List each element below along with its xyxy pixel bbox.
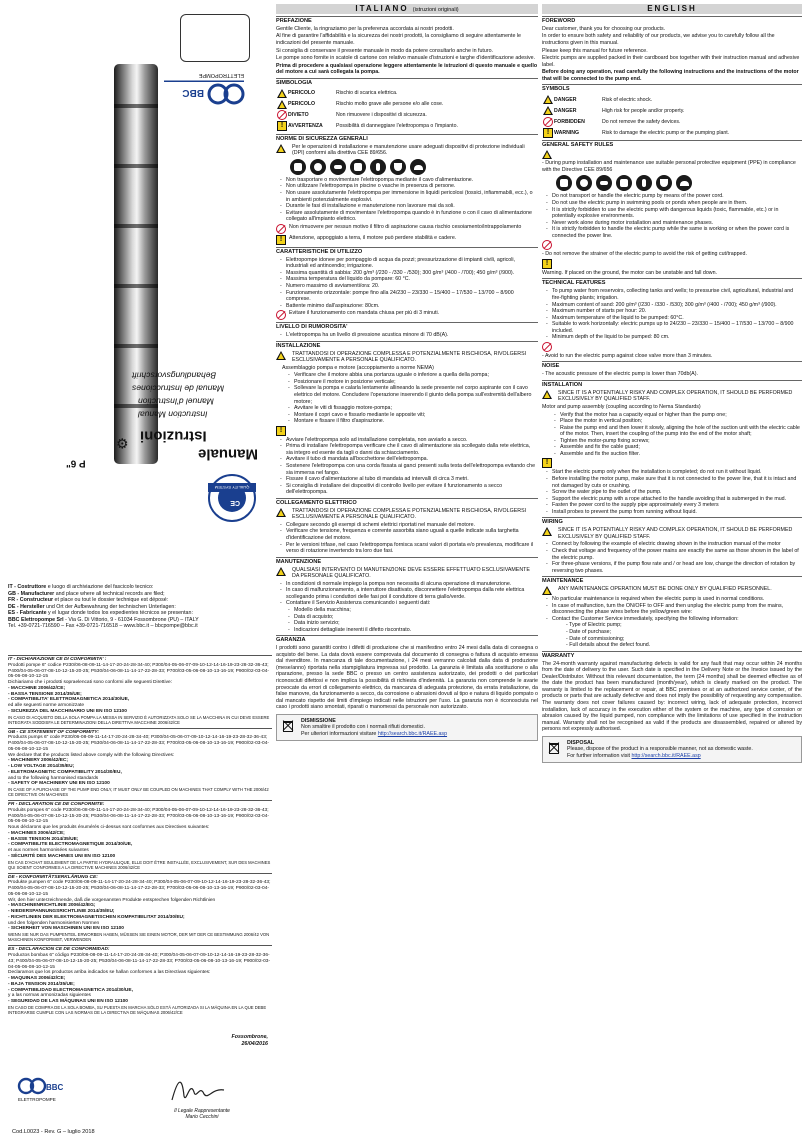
- list-item: - Assemble and fix the suction filter.: [556, 451, 802, 458]
- warning-icon: [276, 508, 286, 517]
- paragraph: The 24-month warranty against manufacturing defects is valid for any fault that may occur within 24 months from the date of delivery to the user. Such date is specified in the Delivery Note or the Invoice issued by the Dealer/Distributor. Without this relevant documentation, the term (24 months) shall be deemed effective as of the date the product has been manufactured (month/year), which is clearly marked on the product. The warranty is limited to the replacement or repair, at BBC premises or at an authorized service center, of the products or parts that are actually defective and does not imply the possibility of requesting any compensation. The warranty does not cover failures caused by: incorrect wiring, lack of adequate protection, incorrect installation, lack of accuracy in the execution either of the system or the machine, any type of corrosion or abrasion caused by the liquid pumped, non compliance with the limitations of use specified in the instruction manual. Warranty shall not be recognised as valid if the products are disassembled, repaired or altered by persons not expressly authorised.: [542, 660, 802, 733]
- conformity-declarations: [8, 652, 272, 1015]
- conformity-line: - MAQUINAS 2006/42/CE;: [8, 976, 66, 981]
- en-wiring: [542, 517, 802, 574]
- ear-protection-icon: [370, 159, 386, 175]
- ear-protection-icon: [636, 175, 652, 191]
- paragraph: SINCE IT IS A POTENTIALLY RISKY AND COMPLEX OPERATION, IT SHOULD BE PERFORMED EXCLUSIVELY BY QUALIFIED STAFF.: [558, 527, 793, 540]
- conformity-line: et aux normes harmonisées suivantes: [8, 848, 89, 854]
- goggles-icon: [596, 175, 612, 191]
- en-symbols: [542, 84, 802, 138]
- list-item: - Si consiglia di installare dei dispositivi di controllo livello per evitare il funzionamento a secco dell'elettropompa.: [282, 483, 538, 496]
- paragraph: Assemblaggio pompa e motore (accoppiamento a norme NEMA): [282, 364, 434, 371]
- it-safety-rules: [276, 134, 538, 245]
- conformity-line: IN CASE OF A PURCHASE OF THE PUMP END ONLY, IT MUST ONLY BE COUPLED ON MACHINES THAT COMPLY WITH THE 2006/42 CE DIRECTIVE ON MACHINES: [8, 787, 269, 798]
- list-item: - Date of commissioning;: [566, 635, 625, 642]
- cover-sub-3: Manual de Instrucciones: [132, 383, 225, 394]
- conformity-line: - SEGURIDAD DE LAS MÁQUINAS UNI EN ISO 12100: [8, 999, 128, 1004]
- list-item: - Montare e fissare il filtro d'aspirazione.: [290, 418, 538, 425]
- conformity-line: - SÉCURITÉ DES MACHINES UNI EN ISO 12100: [8, 853, 116, 859]
- legend-contacts: Tel. +39-0721-716590 – Fax +39-0721-716518 – www.bbc.it – bbcpompe@bbc.it: [8, 623, 198, 630]
- list-item: - Suitable to work horizontally: electric pumps up to 24/230 – 23/330 – 15/400 – 17/530 – 13/700 – 8/900 included.: [548, 321, 802, 334]
- quality-badge-icon: CE QUALITY SYSTEM: [208, 474, 256, 522]
- list-item: - Non trasportare o movimentare l'elettropompa mediante il cavo d'alimentazione.: [282, 177, 538, 184]
- wrench-icon: ⚙: [116, 435, 129, 452]
- list-item: - Assemble and fix the cable guard;: [556, 444, 802, 451]
- paragraph: In order to ensure both safety and reliability of our products, we advise you to carefully follow all the instructions given in this manual.: [542, 33, 775, 47]
- signature-area: [8, 1034, 272, 1138]
- symbol-row: ! AVVERTENZA Possibilità di danneggiare l'elettropompa o l'impianto.: [276, 121, 538, 132]
- warning-icon: [277, 100, 287, 109]
- list-item: - Avvitare il tubo di mandata all'bocchettone dell'elettropompa.: [282, 456, 538, 463]
- it-disposal: [276, 714, 538, 742]
- section-heading: MAINTENANCE: [542, 576, 802, 585]
- paragraph: - During pump installation and maintenance use suitable personal protective equipment (PPE) in compliance with the Directive CEE 89/656: [542, 160, 796, 173]
- list-item: - Minimum depth of the liquid to be pumped: 80 cm.: [548, 334, 802, 341]
- en-foreword: [542, 16, 802, 82]
- paragraph: ANY MAINTENANCE OPERATION MUST BE DONE ONLY BY QUALIFIED PERSONNEL.: [558, 586, 772, 593]
- model-label: P 6": [66, 457, 86, 469]
- cover-sub-4: Behandlungsvorschrift: [132, 370, 217, 381]
- list-item: - Screw the water pipe to the outlet of the pump.: [548, 489, 802, 496]
- paragraph: Evitare il funzionamento con mandata chiusa per più di 3 minuti.: [289, 310, 440, 317]
- list-item: - L'elettropompa ha un livello di pressione acustica minore di 70 dB(A).: [282, 332, 538, 339]
- conformity-line: - MACCHINE 2006/42/CE;: [8, 685, 66, 691]
- raee-link[interactable]: http://search.bbc.it/RAEE.asp: [377, 730, 448, 737]
- section-heading: FOREWORD: [542, 16, 802, 25]
- list-item: - Verify that the motor has a capacity equal or higher than the pump one;: [556, 412, 802, 419]
- forbidden-icon: [277, 110, 287, 120]
- paragraph: Electric pumps are supplied packed in their cardboard box together with their instruction manual and adhesive label.: [542, 55, 800, 68]
- forbidden-icon: [276, 310, 286, 320]
- overalls-icon: [410, 159, 426, 175]
- legend-line: GB - Manufacturer and place where all technical records are filed;: [8, 590, 165, 597]
- conformity-line: - SICUREZZA DEL MACCHINARIO UNI EN ISO 12100: [8, 708, 127, 714]
- en-warranty: [542, 651, 802, 733]
- helmet-icon: [310, 159, 326, 175]
- svg-text:BBC: BBC: [46, 1083, 64, 1092]
- paragraph: Please, dispose of the product in a responsible manner, not as domestic waste.: [567, 746, 753, 753]
- conformity-line: Dichiariamo che i prodotti sopraelencati sono conformi alle seguenti Direttive:: [8, 680, 172, 685]
- list-item: - Check that voltage and frequency of the power mains are exactly the same as those shown in the label of the electric pump.: [548, 548, 802, 561]
- cover-sub-1: Instruction Manual: [138, 409, 208, 420]
- conformity-line: - MASCHINENRICHTLINIE 2006/42/EG;: [8, 903, 96, 909]
- list-item: - Support the electric pump with a rope attached to the handle avoiding that is submerged in the mud.: [548, 496, 802, 503]
- list-item: - Raise the pump end and then lower it slowly, aligning the hole of the suction unit with the electric cable of the motor. Then, insert the coupling of the pump into the end of the motor shaft;: [556, 425, 802, 438]
- section-heading: DISPOSAL: [567, 739, 595, 746]
- list-item: - Place the motor in vertical position;: [556, 418, 802, 425]
- it-symbols: [276, 78, 538, 132]
- list-item: - Do not transport or handle the electric pump by means of the power cord.: [548, 193, 802, 200]
- list-item: - Non usare assolutamente l'elettropompa per immersione in liquidi pericolosi (tossici, infiammabili, ecc.), o in ambienti potenzialmente esplosivi.: [282, 190, 538, 203]
- it-warranty: [276, 635, 538, 711]
- conformity-line: Nous déclarons que les produits énumérés ci-dessus sont conformes aux Directives suivantes:: [8, 825, 210, 831]
- section-heading: MANUTENZIONE: [276, 557, 538, 566]
- list-item: - Start the electric pump only when the installation is completed; do not run it without liquid.: [548, 469, 802, 476]
- list-item: - Sollevare la pompa e calarla lentamente allineando la sede presente nel corpo aspirante con il cavo elettrico del motore. Concludere l'operazione inserendo il giunto della pompa sull'estremità dell'albero motore;: [290, 385, 538, 405]
- list-item: - Before installing the motor pump, make sure that it is not connected to the power line, that it is intact and not damaged by cuts or crushing.: [548, 476, 802, 489]
- section-heading: DISMISSIONE: [301, 717, 336, 724]
- caution-icon: !: [276, 235, 286, 245]
- document-code: Cod.L0023 - Rev. G – luglio 2018: [12, 1129, 95, 1136]
- it-noise: [276, 322, 538, 338]
- boots-icon: [390, 159, 406, 175]
- symbol-row: DANGER Risk of electric shock.: [542, 94, 802, 105]
- signature-icon: [168, 1070, 228, 1110]
- list-item: - In condizioni di normale impiego la pompa non necessita di alcuna operazione di manutenzione.: [282, 581, 538, 588]
- conformity-heading: IT - DICHIARAZIONE CE DI CONFORMITA' :: [8, 655, 272, 663]
- legend-line: ES - Fabricante y el lugar donde todos los expedientes técnicos se presentan:: [8, 610, 193, 617]
- conformity-line: - MACHINERY 2006/42/EC;: [8, 758, 68, 764]
- conformity-line: We declare that the products listed above comply with the following Directives:: [8, 752, 175, 758]
- list-item: - Modello della macchina;: [290, 607, 538, 614]
- list-item: - Do not use the electric pump in swimming pools or ponds when people are in them.: [548, 200, 802, 207]
- list-item: - Full details about the defect found.: [566, 642, 651, 649]
- conformity-heading: ES - DECLARACION CE DE CONFORMIDAD:: [8, 945, 272, 953]
- conformity-line: Productos bombas 6" código P230/06-08-09-11-14-17-20-24-28-34-40; P300/04-05-06-07-09-10-12-14-16-19-23-28-32-36-43; P400/04-05-06-07-08-10-12-15-20-25; P530/04-06-08-11-14-17-22-28-33; P700/03-05-06-08-10-13-16-19; P900/02-03-04-05-06-08-10-12-15: [8, 953, 271, 970]
- list-item: - Evitare assolutamente di movimentare l'elettropompa quando è in funzione o con il cavo di alimentazione collegato all'impianto elettrico.: [282, 210, 538, 223]
- mask-icon: [350, 159, 366, 175]
- ppe-icons: [290, 159, 538, 175]
- legend-line: FR - Constructeur et place ou tout le dossier technique est déposé:: [8, 597, 169, 604]
- en-noise: [542, 361, 802, 377]
- list-item: - Sostenere l'elettropompa con una corda fissata ai ganci presenti sulla testa dell'elettropompa evitando che sia immersa nel fango.: [282, 463, 538, 476]
- conformity-line: Prodotti pompe 6" codice P230/06-08-09-11-14-17-20-24-28-34-40; P300/04-05-06-07-09-10-12-14-16-19-23-28-32-36-43; P400/04-05-06-07-08-10-12-15-20-25; P530/04-06-08-11-14-17-22-28-33; P700/03-05-06-08-10-13-16-19; P900/02-03-04-05-06-08-10-12-15: [8, 662, 269, 680]
- cover-column: [8, 4, 272, 1138]
- conformity-line: - ELETROMAGNETIC COMPATIBILITY 2014/30/EU,: [8, 769, 122, 775]
- goggles-icon: [330, 159, 346, 175]
- list-item: - Prima di installare l'elettropompa verificare che il cavo di alimentazione sia scollegato dalla rete elettrica, sia integro ed esente da tagli o danni da schiacciamento.: [282, 443, 538, 456]
- conformity-line: - MACHINES 2006/42/CE;: [8, 830, 65, 836]
- list-item: - Connect by following the example of electric drawing shown in the instruction manual of the motor: [548, 541, 802, 548]
- list-item: - Per le versioni trifase, nel caso l'elettropompa fornisca scarsi valori di portata e/o prevalenza, modificare il verso di rotazione invertendo tra loro due fasi.: [282, 542, 538, 555]
- conformity-line: ed alle seguenti norme armonizzate: [8, 703, 84, 708]
- forbidden-icon: [276, 224, 286, 234]
- conformity-line: - COMPATIBILITA' ELETTROMAGNETICA 2014/30/UE,: [8, 697, 130, 703]
- manufacturer-legend: [8, 584, 272, 630]
- conformity-line: - BAJA TENSION 2014/35/UE;: [8, 981, 75, 987]
- paragraph: Dear customer, thank you for choosing our products.: [542, 25, 666, 32]
- warning-icon: [276, 351, 286, 360]
- cover-block: [8, 4, 272, 579]
- cover-sub-2: Manuel d'Instruction: [138, 396, 214, 407]
- overalls-icon: [676, 175, 692, 191]
- warning-icon: [542, 527, 552, 536]
- section-heading: SYMBOLS: [542, 84, 802, 93]
- cover-title-1: Manuale: [197, 445, 258, 463]
- conformity-heading: FR - DECLARATION CE DE CONFORMITE:: [8, 800, 272, 808]
- conformity-line: WENN SIE NUR DAS PUMPENTEIL ERWORBEN HABEN, MÜSSEN SIE EINEN MOTOR, DER MIT DER CE BESTIMMUNG 2006/42 VON MASCHINEN KONFORMIST, VERWENDEN: [8, 932, 270, 943]
- section-heading: WIRING: [542, 517, 802, 526]
- en-safety-rules: [542, 140, 802, 276]
- section-heading: CARATTERISTICHE DI UTILIZZO: [276, 247, 538, 256]
- list-item: - Contact the Customer Service immediately, specifying the following information:: [548, 616, 802, 623]
- conformity-line: - LOW VOLTAGE 2014/35/EU;: [8, 764, 75, 770]
- place-date: Fossombrone, 26/04/2016: [231, 1034, 268, 1047]
- conformity-heading: DE - KONFORMITÄTSERKLÄRUNG CE:: [8, 873, 272, 881]
- conformity-line: and to the following harmonised standards: [8, 775, 99, 781]
- caution-icon: !: [542, 458, 552, 468]
- list-item: - In case of malfunction, turn the ON/OFF to OFF and then unplug the electric pump from the mains, disconnecting the phase wires before the yellow/green wire:: [548, 603, 802, 616]
- warning-icon: [543, 106, 553, 115]
- paragraph-bold: Prima di procedere a qualsiasi operazione leggere attentamente le istruzioni di questo manuale e quello del motore a cui sarà collegata la pompa.: [276, 62, 538, 76]
- it-installation: [276, 341, 538, 496]
- symbol-row: ! WARNING Risk to damage the electric pump or the pumping plant.: [542, 127, 802, 138]
- warning-icon: [542, 390, 552, 399]
- caution-icon: !: [276, 426, 286, 436]
- conformity-line: IN CASO DI ACQUISTO DELLA SOLA POMPA LA MESSA IN SERVIZIO È AUTORIZZATA SOLO SE LA MACCHINA IN CUI DEVE ESSERE INTEGRATA SODDISFA LE DETERMINAZIONI DELLA DIRETTIVA MACCHINE 2006/42/CE: [8, 714, 270, 725]
- symbol-row: DANGER High risk for people and/or property.: [542, 105, 802, 116]
- warning-icon: [276, 567, 286, 576]
- paragraph: SINCE IT IS A POTENTIALLY RISKY AND COMPLEX OPERATION, IT SHOULD BE PERFORMED EXCLUSIVELY BY QUALIFIED STAFF.: [558, 389, 793, 403]
- list-item: - For three-phase versions, if the pump flow rate and / or head are low, change the direction of rotation by reversing two phases.: [548, 561, 802, 574]
- list-item: - Avvitare le viti di fissaggio motore-pompa;: [290, 405, 538, 412]
- list-item: - Durante le fasi di installazione e manutenzione non lavorare mai da soli.: [282, 203, 538, 210]
- ppe-icons: [556, 175, 802, 191]
- section-heading: WARRANTY: [542, 651, 802, 660]
- svg-text:ELETTROPOMPE: ELETTROPOMPE: [18, 1097, 56, 1102]
- section-heading: COLLEGAMENTO ELETTRICO: [276, 498, 538, 507]
- list-item: - Maximum number of starts per hour: 20.: [548, 308, 802, 315]
- en-maintenance: [542, 576, 802, 648]
- list-item: - Verificare che tensione, frequenza e corrente assorbita siano uguali a quelle indicate sulla targhetta d'identificazione del motore.: [282, 528, 538, 541]
- section-heading: SIMBOLOGIA: [276, 78, 538, 87]
- brand-logo-icon: [158, 72, 248, 112]
- conformity-line: - COMPATIBILIDAD ELECTROMAGNETICA 2014/30/UE,: [8, 987, 133, 993]
- section-heading: NORME DI SICUREZZA GENERALI: [276, 134, 538, 143]
- warning-icon: [276, 144, 286, 153]
- list-item: - Funzionamento orizzontale: pompe fino alla 24/230 – 23/330 – 15/400 – 17/530 – 13/700 – 8/900 comprese.: [282, 290, 538, 303]
- paragraph: Si consiglia di conservare il presente manuale in modo da potere consultarlo anche in futuro.: [276, 47, 494, 54]
- conformity-heading: GB - CE STATEMENT OF CONFORMITY:: [8, 728, 272, 736]
- conformity-line: y a las normas armonizadas siguientes: [8, 993, 91, 999]
- paragraph-bold: Before doing any operation, read carefully the following instructions and the instructions of the motor that will be connected to the pump end.: [542, 69, 799, 82]
- boots-icon: [656, 175, 672, 191]
- list-item: - Never work alone during motor installation and maintenance phases.: [548, 220, 802, 227]
- italian-header: ITALIANO (istruzioni originali): [276, 4, 538, 14]
- caution-icon: !: [543, 128, 553, 138]
- forbidden-icon: [542, 342, 552, 352]
- paragraph: Gentile Cliente, la ringraziamo per la preferenza accordata ai nostri prodotti.: [276, 25, 454, 32]
- paragraph: Al fine di garantire l'affidabilità e la sicurezza dei nostri prodotti, la consigliamo di seguire attentamente le indicazioni del presente manuale.: [276, 33, 521, 47]
- list-item: - Data di acquisto;: [290, 614, 538, 621]
- italian-column: [276, 4, 538, 1138]
- section-heading: PREFAZIONE: [276, 16, 538, 25]
- paragraph: TRATTANDOSI DI OPERAZIONE COMPLESSA E POTENZIALMENTE RISCHIOSA, RIVOLGERSI ESCLUSIVAMENTE A PERSONALE QUALIFICATO.: [292, 350, 527, 364]
- forbidden-icon: [543, 117, 553, 127]
- conformity-line: EN CAS D'ACHAT SEULEMENT DE LA PARTIE HYDRAULIQUE, ELLE DOIT ÊTRE INSTALLÉE, EXCLUSIVEMENT, SUR DES MACHINES QUI SOIENT CONFORMES A LA DIRECTIVE MACHINES 2006/42/CE: [8, 859, 271, 870]
- signer: Il Legale Rappresentante Mario Cecchini: [174, 1108, 230, 1121]
- list-item: - In caso di malfunzionamento, a interruttore disattivato, disconnettere l'elettropompa dalla rete elettrica scollegando prima i conduttori delle fasi poi il conduttore di terra giallo/verde.: [282, 587, 538, 600]
- crossed-bin-icon: [547, 740, 561, 756]
- paragraph: Attenzione, appoggiato a terra, il motore può perdere stabilità e cadere.: [289, 234, 457, 241]
- list-item: - Maximum temperature of the liquid to be pumped: 60°C.: [548, 315, 802, 322]
- mask-icon: [616, 175, 632, 191]
- it-preface: [276, 16, 538, 76]
- list-item: - Indicazioni dettagliate inerenti il difetto riscontrato.: [290, 627, 538, 634]
- symbol-row: PERICOLO Rischio di scarica elettrica.: [276, 88, 538, 99]
- paragraph: Please keep this manual for future reference.: [542, 47, 648, 54]
- section-heading: INSTALLAZIONE: [276, 341, 538, 350]
- warning-icon: [277, 89, 287, 98]
- english-header: ENGLISH: [542, 4, 802, 14]
- brand-logo-bottom-icon: [16, 1074, 76, 1104]
- conformity-line: Produits pompes 6" code P230/06-08-09-11-14-17-20-24-28-34-40; P300/04-05-06-07-09-10-12-14-16-19-23-28-32-36-43; P400/04-05-06-07-08-10-12-15-20-25; P530/04-06-08-11-14-17-22-28-33; P700/03-05-06-08-10-13-16-19; P900/02-03-04-05-06-08-10-12-15: [8, 807, 269, 825]
- list-item: - No particular maintenance is required when the electric pump is used in normal conditions.: [548, 596, 802, 603]
- gloves-icon: [556, 175, 572, 191]
- english-column: [542, 4, 802, 1138]
- conformity-line: - RICHTLINIEN DER ELEKTROMAGNETISCHEN KOMPATIBILITAT 2014/30/EU;: [8, 914, 185, 920]
- symbol-row: FORBIDDEN Do not remove the safety devices.: [542, 116, 802, 127]
- paragraph: For further information visit: [567, 752, 630, 759]
- conformity-line: Produkte pumpen 6" code P230/06-08-09-11-14-17-20-24-28-34-40; P300/04-05-06-07-09-10-12-14-16-19-23-28-32-36-43; P400/04-05-06-07-08-10-12-15-20-25; P530/04-06-08-11-14-17-22-28-33; P700/03-05-06-08-10-13-16-19; P900/02-03-04-05-06-08-10-12-15: [8, 880, 271, 897]
- list-item: - Non utilizzare l'elettropompa in piscine o vasche in presenza di persone.: [282, 183, 538, 190]
- paragraph: I prodotti sono garantiti contro i difetti di produzione che si manifestino entro 24 mesi dalla data di consegna o acquisto del bene. La data dovrà essere comprovata dal documento di consegna o fattura di acquisto emessa dal rivenditore. In mancanza di tale documentazione, i 24 mesi verranno calcolati dalla data di produzione (mese/anno) riportata nella stampigliatura impressa sul prodotto. La garanzia è limitata alla sostituzione o alla riparazione, presso la sede BBC o presso un centro assistenza autorizzato, dei prodotti o dei particolari riconosciuti difettosi e non implica la possibilità di richiesta d'indennità. La garanzia non comprende le avarie provocate da errori di collegamento elettrico, da mancanza di adeguata protezione, da errata installazione, da false manovre, da funzionamento a secco, da corrosione o abrasioni dovuti al tipo e natura di liquido pompato o dal mancato rispetto dei limiti d'impiego indicati nelle istruzioni per l'uso. La garanzia non è riconosciuta nel caso i prodotti siano smontati, riparati o manomessi da personale non autorizzato.: [276, 645, 538, 711]
- conformity-line: Products pumps 6" code P230/06-08-09-11-14-17-20-24-28-34-40; P300/04-05-06-07-09-10-12-14-16-19-23-28-32-36-43; P400/04-05-06-07-08-10-12-15-20-25; P530/04-06-08-11-14-17-22-28-33; P700/03-05-06-08-10-13-16-19; P900/02-03-04-05-06-08-10-12-15: [8, 735, 269, 752]
- svg-text:BBC: BBC: [182, 87, 204, 98]
- conformity-line: und den folgenden harmonisierten Normen: [8, 920, 100, 926]
- paragraph: Per ulteriori informazioni visitare: [301, 730, 377, 737]
- section-heading: GARANZIA: [276, 635, 538, 644]
- paragraph: Per le operazioni di installazione e manutenzione usare adeguati dispositivi di protezione individuali (DPI) conformi alla direttiva CEE 89/656.: [292, 143, 525, 157]
- legend-line: DE - Hersteller und Ort der Aufbewahrung der technischen Unterlagen:: [8, 603, 176, 610]
- paragraph: QUALSIASI INTERVENTO DI MANUTENZIONE DEVE ESSERE EFFETTUATO ESCLUSIVAMENTE DA PERSONALE QUALIFICATO.: [292, 566, 530, 580]
- label-box: [180, 14, 250, 62]
- list-item: - Massima temperatura del liquido da pompare: 60 °C.: [282, 276, 538, 283]
- en-installation: [542, 380, 802, 515]
- list-item: - Data inizio servizio;: [290, 620, 538, 627]
- list-item: - Posizionare il motore in posizione verticale;: [290, 379, 538, 386]
- list-item: - Collegare secondo gli esempi di schemi elettrici riportati nel manuale del motore.: [282, 522, 538, 529]
- conformity-line: Wir, den hier unterzeichnende, daß die vorgenannten Produkte entsprechen folgenden Richtlinien: [8, 897, 216, 903]
- list-item: - Date of purchase;: [566, 629, 612, 635]
- conformity-line: - BASSE TENSION 2014/35/UE;: [8, 836, 79, 842]
- list-item: - Numero massimo di avviamenti/ora: 20.: [282, 283, 538, 290]
- section-heading: LIVELLO DI RUMOROSITA': [276, 322, 538, 331]
- list-item: - Contattare il Servizio Assistenza comunicando i seguenti dati:: [282, 600, 538, 607]
- list-item: - Battente minimo dall'aspirazione: 80cm.: [282, 303, 538, 310]
- en-disposal: [542, 736, 802, 764]
- conformity-line: - SICHERHEIT VON MASCHINEN UNI EN ISO 12100: [8, 926, 124, 932]
- list-item: - Tighten the motor-pump fixing screws;: [556, 438, 802, 445]
- cover-titles: [138, 444, 258, 463]
- caution-icon: !: [542, 259, 552, 269]
- list-item: - It is strictly forbidden to handle the electric pump while the same is working or when the power cord is connected the power line.: [548, 226, 802, 239]
- legend-line: IT - Costruttore e luogo di archiviazione del fascicolo tecnico:: [8, 584, 154, 590]
- list-item: - Fasten the power cord to the supply pipe approximately every 3 meters: [548, 502, 802, 509]
- conformity-line: - COMPATIBILITE ELECTROMAGNETIQUE 2014/30/UE,: [8, 842, 133, 848]
- list-item: - To pump water from reservoirs, collecting tanks and wells; to pressurise civil, agricultural, industrial and fire-fighting plants; irrigation.: [548, 288, 802, 301]
- conformity-line: EN CASO DE COMPRA DE LA SOLA BOMBA, SU PUESTA EN MARCHA SÓLO ESTÁ AUTORIZADA SI LA MÁQUINA EN LA QUE DEBE INTEGRARSE CUMPLE CON LAS NORMAS DE LA DIRECTIVA DE MÁQUINAS 2006/42/CE: [8, 1004, 267, 1015]
- paragraph: - Avoid to run the electric pump against close valve more than 3 minutes.: [542, 352, 713, 359]
- list-item: - Avviare l'elettropompa solo ad installazione completata, non avviarlo a secco.: [282, 437, 538, 444]
- cover-title-2: Istruzioni: [140, 427, 207, 445]
- list-item: - Montare il copri cavo e fissarlo mediante le apposite viti;: [290, 412, 538, 419]
- svg-text:ELETTROPOMPE: ELETTROPOMPE: [198, 72, 244, 78]
- forbidden-icon: [542, 240, 552, 250]
- en-features: [542, 278, 802, 359]
- list-item: - Install probes to prevent the pump from running without liquid.: [548, 509, 802, 516]
- conformity-line: Declaramos que los productos arriba indicados se hallan conformes a las Directivas siguientes:: [8, 970, 211, 976]
- list-item: - Type of Electric pump;: [566, 622, 622, 629]
- warning-icon: [542, 150, 552, 159]
- symbol-row: DIVIETO Non rimuovere i dispositivi di sicurezza.: [276, 110, 538, 121]
- raee-link[interactable]: http://search.bbc.it/RAEE.asp: [631, 752, 701, 759]
- section-heading: TECHNICAL FEATURES: [542, 278, 802, 287]
- list-item: - Maximum content of sand: 200 g/m³ (/230 - /330 - /530); 300 g/m³ (/400 - /700); 450 g/m³ (/900).: [548, 302, 802, 309]
- section-heading: GENERAL SAFETY RULES: [542, 140, 802, 149]
- legend-line: BBC Elettropompe Srl - Via G. Di Vittorio, 9 - 61034 Fossombrone (PU) – ITALY: [8, 616, 199, 623]
- list-item: - Massima quantità di sabbia: 200 g/m³ (/230 - /330 - /530); 300 g/m³ (/400 - /700); 450 g/m³ (/900).: [282, 270, 538, 277]
- paragraph: Non rimuovere per nessun motivo il filtro di aspirazione causa rischio cesoiamento/intrappolamento: [289, 223, 522, 230]
- conformity-line: - BASSA TENSIONE 2014/35/UE;: [8, 691, 82, 697]
- paragraph: TRATTANDOSI DI OPERAZIONE COMPLESSA E POTENZIALMENTE RISCHIOSA, RIVOLGERSI ESCLUSIVAMENTE A PERSONALE QUALIFICATO.: [292, 507, 527, 521]
- it-features: [276, 247, 538, 320]
- symbol-row: PERICOLO Rischio molto grave alle persone e/o alle cose.: [276, 99, 538, 110]
- conformity-line: - NIEDERSPANNUNGSRICHTLINIE 2014/35/EU;: [8, 909, 115, 915]
- it-wiring: [276, 498, 538, 555]
- paragraph: Warning. If placed on the ground, the motor can be unstable and fall down.: [542, 269, 718, 276]
- paragraph: Motor and pump assembly (coupling according to Nema Standards): [542, 403, 701, 410]
- helmet-icon: [576, 175, 592, 191]
- paragraph: Le pompe sono fornite in scatole di cartone con relativo manuale d'istruzioni e targhe d'identificazione adesive.: [276, 55, 536, 62]
- crossed-bin-icon: [281, 718, 295, 734]
- paragraph: Non smaltire il prodotto con i normali rifiuti domestici.: [301, 724, 425, 731]
- section-heading: NOISE: [542, 361, 802, 370]
- paragraph: - Do not remove the strainer of the electric pump to avoid the risk of getting cut/trapped.: [542, 251, 747, 258]
- list-item: - Verificare che il motore abbia una portanza uguale o inferiore a quella della pompa;: [290, 372, 538, 379]
- conformity-line: - SAFETY OF MACHINERY UNI EN ISO 12100: [8, 781, 110, 787]
- warning-icon: [542, 586, 552, 595]
- paragraph: - The acoustic pressure of the electric pump is lower than 70db(A).: [542, 371, 698, 378]
- list-item: - Elettropompe idonee per pompaggio di acqua da pozzi; pressurizzazione di impianti civili, agricoli, industriali ed antincendio; irrigazione.: [282, 257, 538, 270]
- list-item: - It is strictly forbidden to use the electric pump with dangerous liquids (toxic, flammable, etc.) or in potentially explosive environments.: [548, 207, 802, 220]
- caution-icon: !: [277, 121, 287, 131]
- list-item: - Fissare il cavo d'alimentazione al tubo di mandata ad intervalli di circa 3 metri.: [282, 476, 538, 483]
- it-maintenance: [276, 557, 538, 634]
- section-heading: INSTALLATION: [542, 380, 802, 389]
- warning-icon: [543, 95, 553, 104]
- gloves-icon: [290, 159, 306, 175]
